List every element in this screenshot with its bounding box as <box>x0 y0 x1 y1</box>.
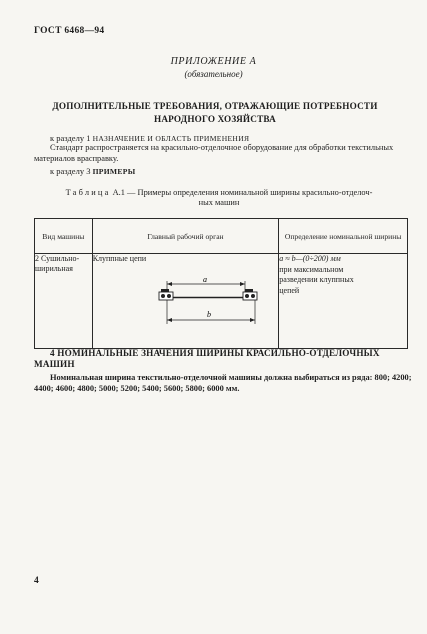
machine-type-line1: 2 Сушильно- <box>35 254 80 263</box>
section3-prefix: к разделу 3 <box>50 166 93 176</box>
section4-heading-line2: МАШИН <box>34 359 75 369</box>
main-heading-line2: НАРОДНОГО ХОЗЯЙСТВА <box>153 113 277 124</box>
section3-title: ПРИМЕРЫ <box>92 167 136 176</box>
table-header-working-organ: Главный рабочий орган <box>92 219 279 254</box>
width-definition-cell <box>279 254 408 349</box>
examples-table <box>34 218 408 349</box>
page-number: 4 <box>34 576 39 586</box>
section4-paragraph: Номинальная ширина текстильно-отделочной машины должна выбираться из ряда: 800; 4200; 4400; 4600; 4800; 5000; 5200; 5400; 5600; 5800; 6000 мм. <box>34 373 412 393</box>
main-heading-line1: ДОПОЛНИТЕЛЬНЫЕ ТРЕБОВАНИЯ, ОТРАЖАЮЩИЕ ПОТРЕБНОСТИ <box>52 101 378 111</box>
dimension-a-arrow-left <box>167 282 172 286</box>
width-desc-line3: цепей <box>279 285 300 295</box>
section1-paragraph: Стандарт распространяется на красильно-отделочное оборудование для обработки текстильных материалов врасправку. <box>34 143 394 163</box>
machine-type-cell <box>35 254 93 349</box>
appendix-status: (обязательное) <box>184 69 243 79</box>
working-organ-cell <box>92 254 279 349</box>
section4-heading-line1: 4 НОМИНАЛЬНЫЕ ЗНАЧЕНИЯ ШИРИНЫ КРАСИЛЬНО-ОТДЕЛОЧНЫХ <box>50 348 380 358</box>
table-caption <box>34 188 404 208</box>
main-heading <box>40 100 390 125</box>
width-formula: a ≈ b—(0÷200) мм <box>279 254 341 263</box>
section1-title: НАЗНАЧЕНИЕ И ОБЛАСТЬ ПРИМЕНЕНИЯ <box>92 134 250 143</box>
section4-heading <box>34 348 414 370</box>
section1-prefix: к разделу 1 <box>50 133 93 143</box>
section3-heading <box>50 166 135 176</box>
working-organ-text: Клуппные цепи <box>92 254 147 263</box>
section1-heading <box>50 133 249 143</box>
clip-chain-diagram <box>145 272 265 334</box>
table-header-width-definition: Определение номинальной ширины <box>279 219 408 254</box>
width-desc-line2: разведении клуппных <box>279 275 354 284</box>
table-caption-number: А.1 <box>112 188 125 197</box>
dimension-b-arrow-left <box>167 318 172 322</box>
left-clip-icon <box>159 289 173 300</box>
diagram-label-b: b <box>206 310 211 319</box>
machine-type-line2: ширильная <box>35 264 73 273</box>
width-desc-line1: при максимальном <box>279 264 344 274</box>
table-header-machine-type: Вид машины <box>35 219 93 254</box>
table-header-row <box>35 219 408 254</box>
document-code: ГОСТ 6468—94 <box>34 26 105 36</box>
appendix-title: ПРИЛОЖЕНИЕ А <box>170 56 257 67</box>
table-caption-text: — Примеры определения номинальной ширины красильно-отделоч- <box>124 188 373 197</box>
table-caption-text2: ных машин <box>198 198 240 207</box>
right-clip-icon <box>243 289 257 300</box>
dimension-a-arrow-right <box>240 282 245 286</box>
dimension-b-arrow-right <box>250 318 255 322</box>
diagram-label-a: a <box>202 275 207 284</box>
table-row <box>35 254 408 349</box>
table-caption-label: Таблица <box>65 188 111 197</box>
